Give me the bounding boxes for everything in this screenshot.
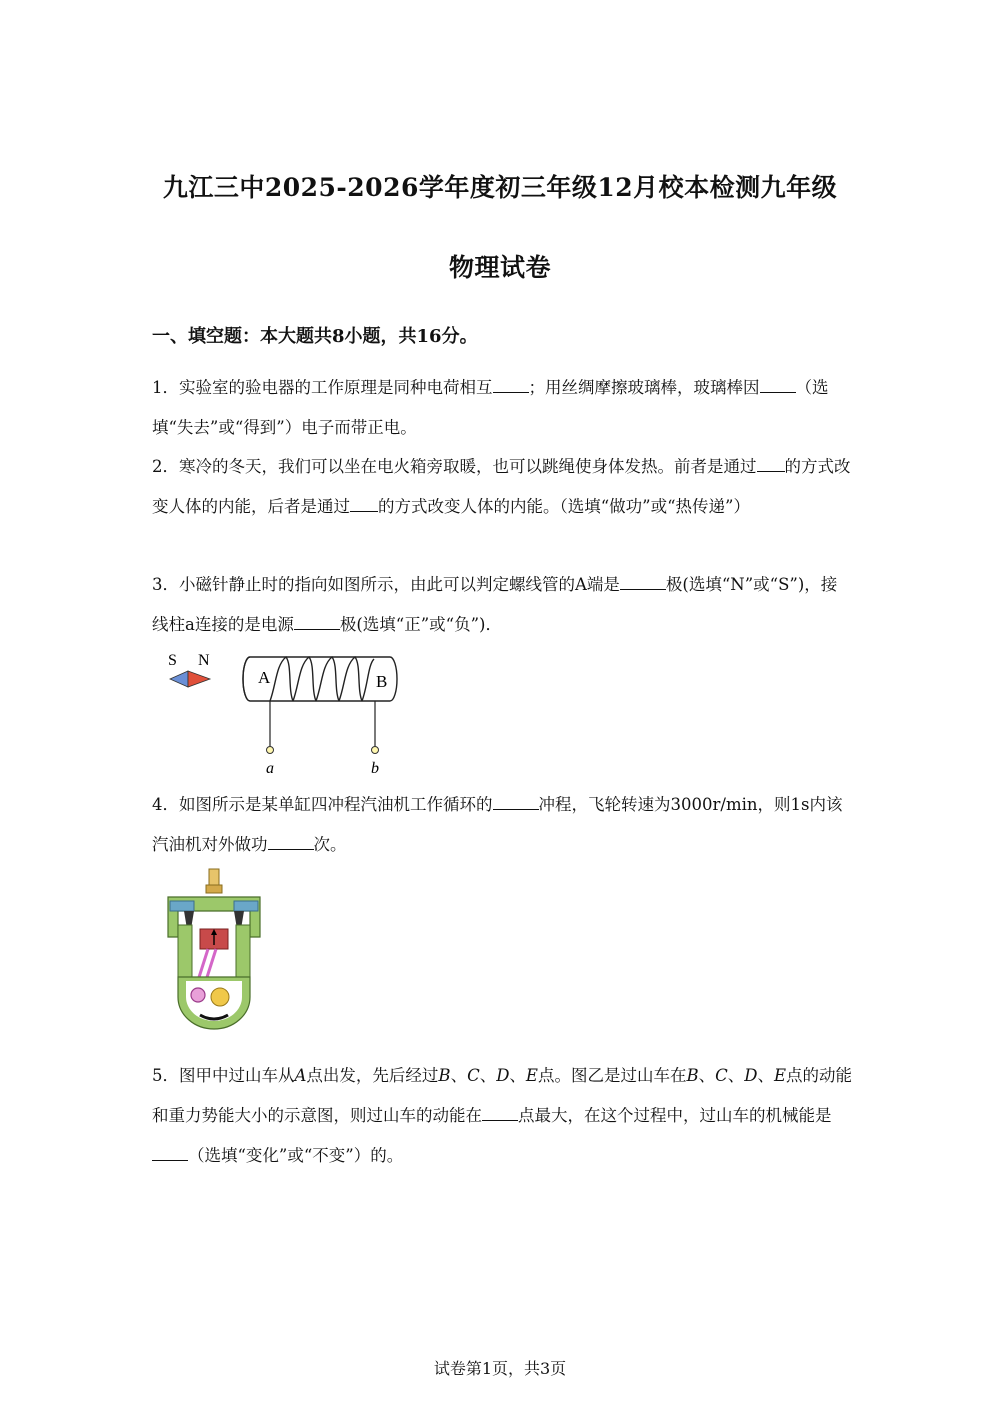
- answer-blank[interactable]: [493, 374, 529, 393]
- compass-south-half: [170, 671, 188, 687]
- terminal-a-label: a: [266, 760, 274, 777]
- answer-blank[interactable]: [493, 791, 539, 810]
- solenoid-end-b: B: [376, 672, 388, 691]
- page-footer: 试卷第1页，共3页: [433, 1359, 567, 1378]
- terminal-b-label: b: [371, 760, 379, 777]
- answer-blank[interactable]: [350, 493, 378, 512]
- terminal-a: [267, 747, 274, 754]
- question-2: 2．寒冷的冬天，我们可以坐在电火箱旁取暖，也可以跳绳使身体发热。前者是通过 的方式改变人体的内能，后者是通过 的方式改变人体的内能。（选填“做功”或“热传递”）: [152, 447, 852, 527]
- engine-figure: [160, 865, 270, 1035]
- answer-blank[interactable]: [757, 453, 785, 472]
- solenoid-end-a: A: [258, 668, 271, 687]
- flywheel-icon: [211, 988, 229, 1006]
- answer-blank[interactable]: [268, 831, 314, 850]
- compass-north-half: [188, 671, 210, 687]
- section-heading: 一、填空题：本大题共8小题，共16分。: [152, 326, 478, 347]
- answer-blank[interactable]: [620, 571, 666, 590]
- question-5: 5．图甲中过山车从A点出发，先后经过B、C、D、E点。图乙是过山车在B、C、D、E点的动能和重力势能大小的示意图，则过山车的动能在 点最大，在这个过程中，过山车的机械能是（选填“变化”或“不变”）的。: [152, 1066, 853, 1165]
- answer-blank[interactable]: [152, 1142, 188, 1161]
- question-1: 1．实验室的验电器的工作原理是同种电荷相互 ；用丝绸摩擦玻璃棒，玻璃棒因 （选填“失去”或“得到”）电子而带正电。: [152, 368, 852, 448]
- question-4: 4．如图所示是某单缸四冲程汽油机工作循环的 冲程，飞轮转速为3000r/min，则1s内该汽油机对外做功 次。: [152, 785, 852, 865]
- crankshaft-icon: [191, 988, 205, 1002]
- exam-subtitle: 物理试卷: [448, 253, 551, 282]
- answer-blank[interactable]: [482, 1102, 518, 1121]
- question-3: 3．小磁针静止时的指向如图所示，由此可以判定螺线管的A端是 极(选填“N”或“S”)，接线柱a连接的是电源 极(选填“正”或“负”)．: [152, 565, 852, 645]
- compass-s-label: S: [168, 652, 177, 669]
- exam-title: 九江三中2025-2026学年度初三年级12月校本检测九年级: [162, 173, 838, 202]
- answer-blank[interactable]: [294, 611, 340, 630]
- terminal-b: [372, 747, 379, 754]
- solenoid-figure: [160, 645, 410, 780]
- spark-plug-icon: [209, 869, 219, 887]
- answer-blank[interactable]: [760, 374, 796, 393]
- compass-n-label: N: [198, 652, 210, 669]
